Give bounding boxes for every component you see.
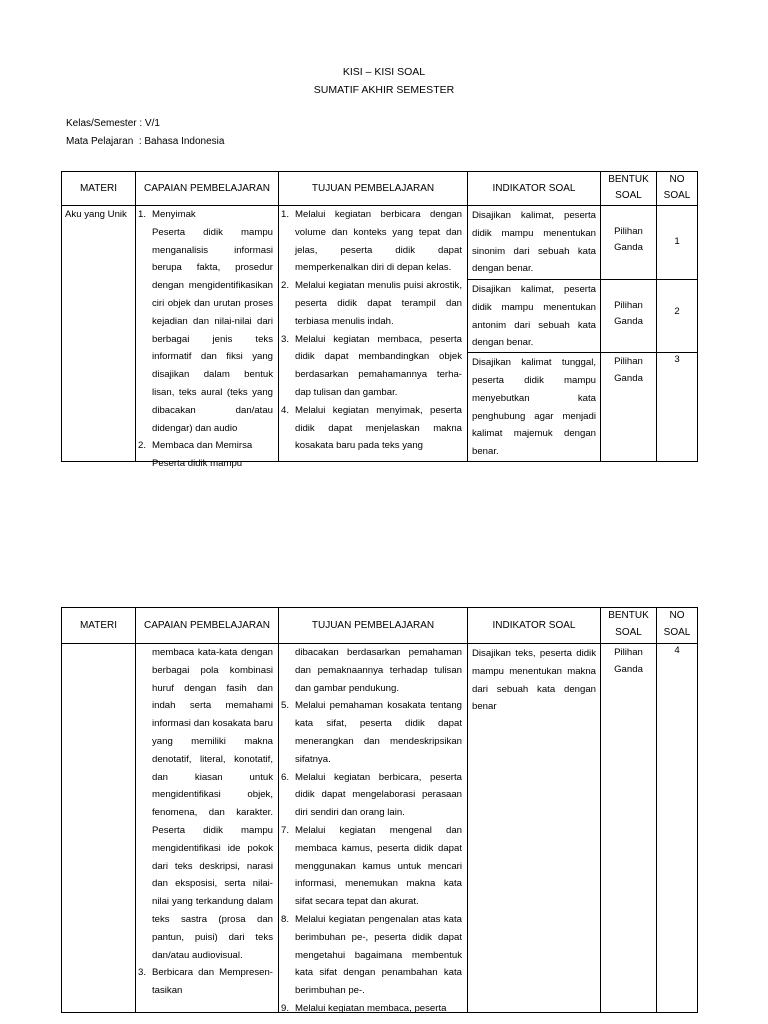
table-row (62, 206, 698, 280)
header-no-soal: NO SOAL (657, 608, 698, 644)
no-soal-cell: 1 (657, 206, 698, 280)
header-materi: MATERI (62, 172, 136, 206)
capaian-item: 3. Berbicara dan Mempresen-tasikan (138, 967, 273, 997)
header-tujuan: TUJUAN PEMBELAJARAN (279, 608, 468, 644)
tujuan-cell (279, 644, 468, 1013)
capaian-cell (136, 206, 279, 470)
header-no-soal: NO SOAL (657, 172, 698, 206)
tujuan-item: 5. Melalui pemahaman kosakata tentang kata sifat, peserta didik dapat menerangkan dan mendeskripsikan sifatnya. (281, 700, 462, 765)
materi-cell (62, 644, 136, 1013)
tujuan-item: 8. Melalui kegiatan pengenalan atas kata berimbuhan pe-, peserta didik dapat mengetahui bagaimana membentuk kata sifat dengan penambahan kata berimbuhan pe-. (281, 913, 462, 997)
tujuan-item: 7. Melalui kegiatan mengenal dan membaca kamus, peserta didik dapat menggunakan kamus untuk mencari informasi, menemukan makna kata sifat secara tepat dan akurat. (281, 824, 462, 908)
mata-pelajaran: Mata Pelajaran : Bahasa Indonesia (66, 136, 225, 147)
indikator-cell: Disajikan kalimat, peserta didik mampu menentukan sinonim dari sebuah kata dengan benar. (468, 206, 601, 280)
materi-cell: Aku yang Unik (62, 206, 136, 462)
tujuan-item: 6. Melalui kegiatan berbicara, peserta didik dapat mengelaborasi perasaan diri sendiri dan orang lain. (281, 771, 462, 819)
tujuan-item: 2. Melalui kegiatan menulis puisi akrostik, peserta didik dapat terampil dan terbiasa menulis indah. (281, 280, 462, 327)
kelas-semester: Kelas/Semester : V/1 (66, 118, 160, 129)
tujuan-item: 3. Melalui kegiatan membaca, peserta didik dapat membandingkan objek berdasarkan pemahamannya terha-dap tulisan dan gambar. (281, 333, 462, 398)
bentuk-cell: Pilihan Ganda (601, 353, 657, 462)
capaian-item: 2. Membaca dan Memirsa (138, 440, 253, 452)
header-materi: MATERI (62, 608, 136, 644)
header-indikator: INDIKATOR SOAL (468, 608, 601, 644)
tujuan-item: 1. Melalui kegiatan berbicara dengan volume dan konteks yang tepat dan jelas, peserta didik dapat memperkenalkan diri di depan kelas. (281, 209, 462, 274)
no-soal-cell: 3 (657, 353, 698, 462)
tujuan-text: dibacakan berdasarkan pemahaman dan pemaknaannya terhadap tulisan dan gambar pendukung. (295, 647, 462, 694)
bentuk-cell: Pilihan Ganda (601, 206, 657, 280)
tujuan-cell (279, 206, 468, 462)
tujuan-item: 4. Melalui kegiatan menyimak, peserta didik dapat menjelaskan makna kosakata baru pada teks yang (281, 404, 462, 452)
header-capaian: CAPAIAN PEMBELAJARAN (136, 608, 279, 644)
header-indikator: INDIKATOR SOAL (468, 172, 601, 206)
table-header-row (62, 608, 698, 644)
document-subtitle: SUMATIF AKHIR SEMESTER (313, 84, 455, 96)
table-header-row (62, 172, 698, 206)
bentuk-cell: Pilihan Ganda (601, 644, 657, 1013)
header-capaian: CAPAIAN PEMBELAJARAN (136, 172, 279, 206)
no-soal-cell: 2 (657, 280, 698, 353)
indikator-cell: Disajikan teks, peserta didik mampu menentukan makna dari sebuah kata dengan benar (468, 644, 601, 1013)
capaian-text: Peserta didik mampu menganalisis informasi berupa fakta, prosedur dengan mengidentifikasikan ciri objek dan urutan proses kejadian dan nilai-nilai dari berbagai jenis teks informatif dan fiksi yang disajikan dalam bentuk lisan, teks aural (teks yang dibacakan dan/atau didengar) dan audio (152, 226, 273, 434)
capaian-cell (136, 644, 279, 1013)
header-bentuk-soal: BENTUK SOAL (601, 608, 657, 644)
table-row (62, 644, 698, 1013)
capaian-text: Peserta didik mampu (152, 458, 243, 470)
indikator-cell: Disajikan kalimat, peserta didik mampu menentukan antonim dari sebuah kata dengan benar. (468, 280, 601, 353)
indikator-cell: Disajikan kalimat tunggal, peserta didik mampu menyebutkan kata penghubung agar menjadi kalimat majemuk dengan benar. (468, 353, 601, 462)
bentuk-cell: Pilihan Ganda (601, 280, 657, 353)
document-title: KISI – KISI SOAL (342, 66, 426, 78)
capaian-text: membaca kata-kata dengan berbagai pola kombinasi huruf dengan fasih dan indah serta memahami informasi dan kosakata baru yang memiliki makna denotatif, literal, konotatif, dan kiasan untuk mengidentifikasi objek, fenomena, dan karakter. Peserta didik mampu mengidentifikasi ide pokok dari teks deskripsi, narasi dan eksposisi, serta nilai-nilai yang terkandung dalam teks sastra (prosa dan pantun, puisi) dari teks dan/atau audiovisual. (152, 647, 273, 961)
kisi-table-page-1 (61, 171, 698, 470)
tujuan-item: 9. Melalui kegiatan membaca, peserta (281, 1002, 447, 1014)
capaian-item: 1. Menyimak (138, 209, 196, 220)
no-soal-cell: 4 (657, 644, 698, 1013)
header-tujuan: TUJUAN PEMBELAJARAN (279, 172, 468, 206)
header-bentuk-soal: BENTUK SOAL (601, 172, 657, 206)
kisi-table-page-2 (61, 607, 698, 1013)
